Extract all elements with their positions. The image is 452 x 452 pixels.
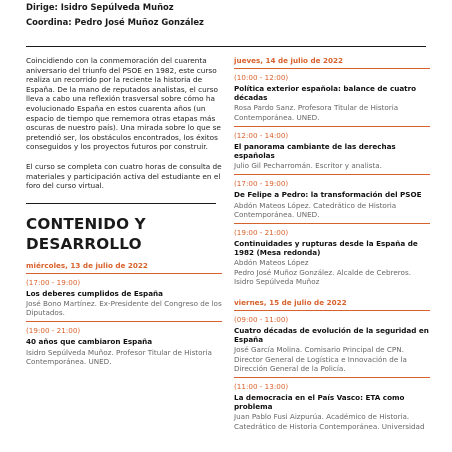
session-item: [234, 174, 430, 223]
day-divider: [234, 68, 430, 69]
session-speaker: José García Molina. Comisario Principal de CPN. Director General de Logística e Innovación de la Dirección General de la Policía.: [234, 345, 407, 373]
day-divider: [26, 273, 222, 274]
session-title: Política exterior española: balance de cuatro décadas: [234, 84, 417, 103]
session-item: [234, 315, 430, 377]
session-speaker: Isidro Sepúlveda Muñoz. Profesor Titular de Historia Contemporánea. UNED.: [26, 347, 212, 366]
day-block-friday: [234, 298, 430, 435]
session-time: (12:00 - 14:00): [234, 130, 289, 140]
session-speaker: José Bono Martínez. Ex-Presidente del Congreso de los Diputados.: [26, 298, 222, 318]
director-line: Dirige: Isidro Sepúlveda Muñoz: [26, 2, 174, 12]
section-title: [26, 214, 222, 254]
session-title: La democracia en el País Vasco: ETA como problema: [234, 393, 405, 412]
session-item: [234, 73, 430, 126]
day-block-wednesday: [26, 261, 222, 370]
section-title-line-1: CONTENIDO Y: [26, 214, 146, 233]
right-column: [234, 56, 430, 435]
coordinator-line: Coordina: Pedro José Muñoz González: [26, 17, 204, 27]
session-time: (17:00 - 19:00): [26, 277, 81, 287]
session-title: Los deberes cumplidos de España: [26, 288, 164, 298]
left-column: [26, 56, 222, 370]
session-speaker: Julio Gil Pecharromán. Escritor y analista.: [234, 161, 382, 171]
day-label: jueves, 14 de julio de 2022: [234, 56, 344, 65]
intro-paragraph-2: El curso se completa con cuatro horas de consulta de materiales y participación activa del estudiante en el foro del curso virtual.: [26, 161, 222, 191]
session-time: (19:00 - 21:00): [234, 228, 289, 238]
session-title: Continuidades y rupturas desde la España de 1982 (Mesa redonda): [234, 239, 418, 258]
session-title: 40 años que cambiaron España: [26, 337, 153, 347]
session-item: [234, 126, 430, 175]
session-item: [26, 278, 222, 322]
day-divider: [234, 310, 430, 311]
session-item: [26, 321, 222, 370]
day-label: viernes, 15 de julio de 2022: [234, 298, 347, 308]
session-speaker: Isidro Sepúlveda Muñoz: [234, 276, 320, 286]
session-title: De Felipe a Pedro: la transformación del PSOE: [234, 190, 422, 200]
session-item: [234, 377, 430, 435]
session-time: (11:00 - 13:00): [234, 382, 289, 392]
session-time: (10:00 - 12:00): [234, 73, 289, 82]
section-divider: [26, 203, 216, 204]
session-title: Cuatro décadas de evolución de la seguridad en España: [234, 326, 429, 345]
session-time: (19:00 - 21:00): [26, 326, 81, 336]
intro-paragraph: Coincidiendo con la conmemoración del cuarenta aniversario del triunfo del PSOE en 1982, este curso realiza un recorrido por la reciente la historia de España. De la mano de reputados analistas, el curso lleva a cabo una reflexión trasversal sobre cómo ha evolucionado España en estos cuarenta años (un espacio de tiempo que rememora otras etapas más oscuras de nuestro país). Una mirada sobre lo que se pretendió ser, los obstáculos encontrados, los éxitos conseguidos y los proyectos futuros por construir.: [26, 56, 221, 152]
day-block-thursday: [234, 56, 430, 290]
session-speaker: Juan Pablo Fusi Aizpurúa. Académico de Historia. Catedrático de Historia Contemporánea. Universidad: [234, 412, 425, 431]
session-speaker: Abdón Mateos López. Catedrático de Historia Contemporánea. UNED.: [234, 200, 397, 219]
session-speaker: Abdón Mateos López: [234, 258, 309, 268]
session-time: (17:00 - 19:00): [234, 179, 289, 189]
session-speaker: Pedro José Muñoz González. Alcalde de Cebreros.: [234, 267, 411, 277]
course-header: [26, 0, 426, 30]
session-speakers: [234, 258, 430, 286]
header-divider: [26, 46, 426, 47]
session-item: [234, 223, 430, 290]
day-label: miércoles, 13 de julio de 2022: [26, 260, 148, 270]
session-title: El panorama cambiante de las derechas españolas: [234, 141, 396, 161]
session-speaker: Rosa Pardo Sanz. Profesora Titular de Historia Contemporánea. UNED.: [234, 103, 399, 122]
section-title-line-2: DESARROLLO: [26, 234, 142, 253]
session-time: (09:00 - 11:00): [234, 315, 289, 325]
